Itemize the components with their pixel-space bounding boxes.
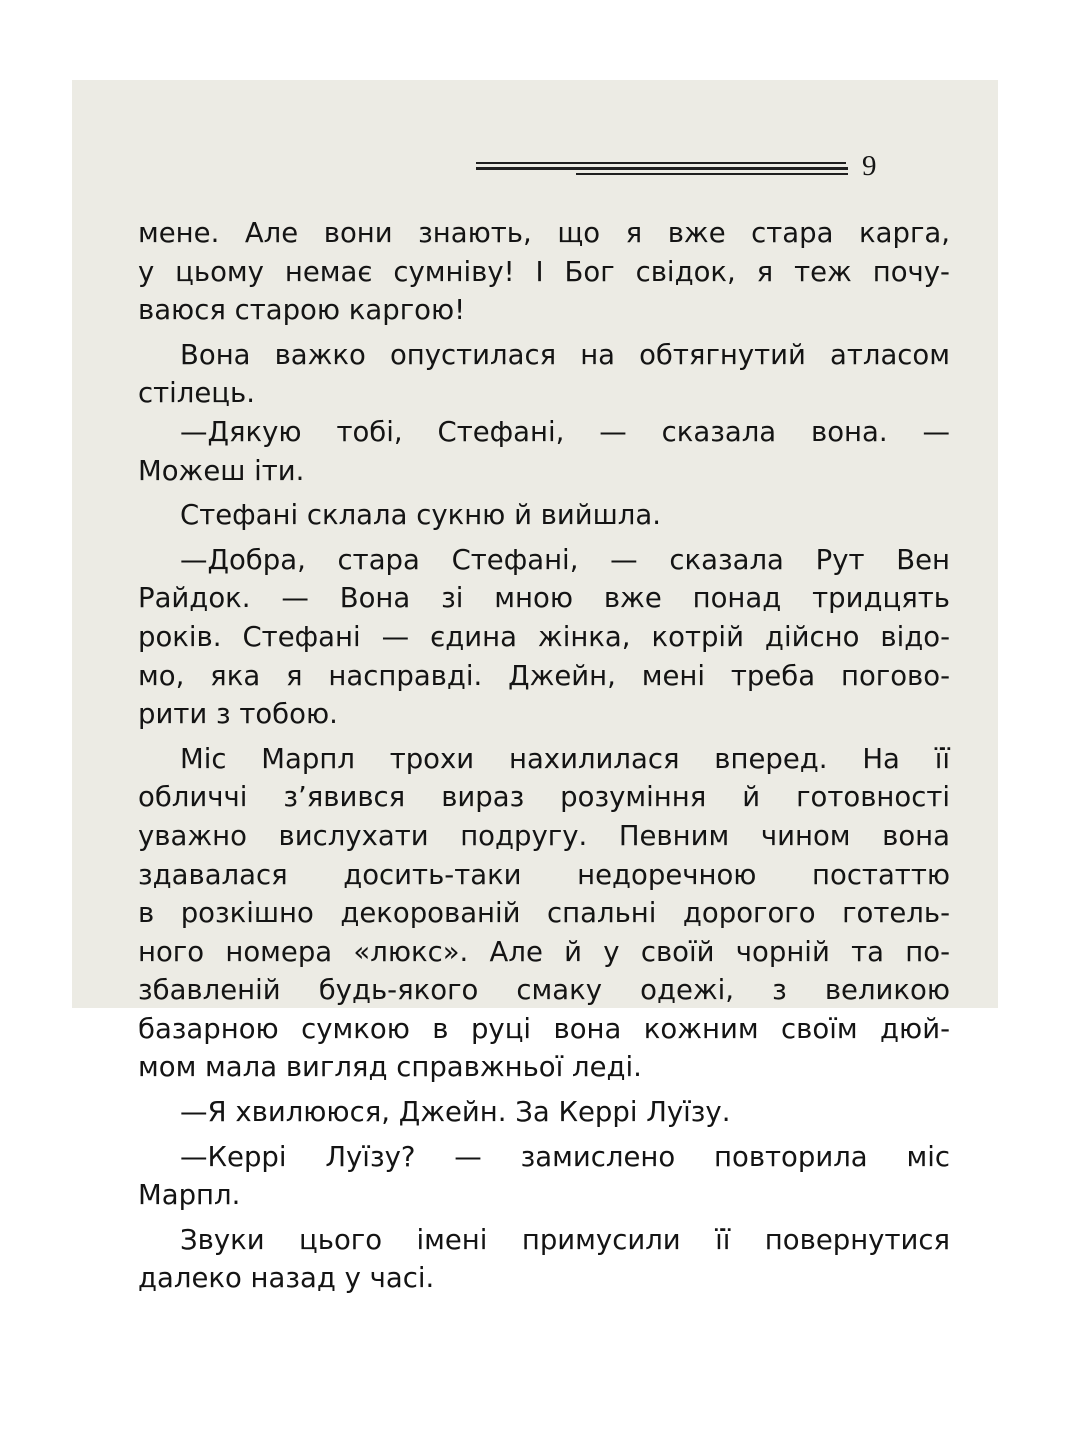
text-line: в розкішно декорованій спальні дорогого готель- [138, 897, 950, 930]
text-line: мом мала вигляд справжньої леді. [138, 1051, 642, 1084]
text-line: Міс Марпл трохи нахилилася вперед. На її [180, 742, 950, 775]
text-line: Вона важко опустилася на обтягнутий атласом [180, 338, 950, 371]
text-line: —Дякую тобі, Стефані, — сказала вона. — [180, 415, 950, 448]
text-line: у цьому немає сумніву! І Бог свідок, я теж почу- [138, 255, 950, 288]
text-line: далеко назад у часі. [138, 1262, 435, 1295]
text-line: базарною сумкою в руці вона кожним своїм дюй- [138, 1012, 950, 1045]
text-line: здавалася досить-таки недоречною постаттю [138, 858, 950, 891]
text-line: Марпл. [138, 1179, 241, 1212]
text-line: уважно вислухати подругу. Певним чином вона [138, 819, 950, 852]
book-page [72, 80, 998, 1295]
text-line: —Керрі Луїзу? — замислено повторила міс [180, 1140, 950, 1173]
header-rule-middle [476, 167, 848, 170]
text-line: років. Стефані — єдина жінка, котрій дійсно відо- [138, 620, 950, 653]
text-line: мене. Але вони знають, що я вже стара карга, [138, 217, 950, 249]
text-line: рити з тобою. [138, 698, 338, 731]
page-number: 9 [862, 150, 877, 182]
text-line: Райдок. — Вона зі мною вже понад тридцять [138, 582, 950, 615]
text-line: Можеш іти. [138, 454, 305, 487]
text-line: збавленій будь-якого смаку одежі, з великою [138, 974, 950, 1007]
text-line: обличчі з’явився вираз розуміння й готовності [138, 781, 950, 814]
text-line: стілець. [138, 377, 255, 410]
text-line: —Я хвилююся, Джейн. За Керрі Луїзу. [180, 1096, 731, 1129]
text-line: Звуки цього імені примусили її повернутися [180, 1223, 950, 1256]
text-line: Стефані склала сукню й вийшла. [180, 499, 661, 532]
header-rule-bottom [576, 173, 848, 175]
text-line: мо, яка я насправді. Джейн, мені треба погово- [138, 659, 950, 692]
header-rule-top [476, 162, 846, 164]
running-header [476, 150, 956, 184]
text-line: ваюся старою каргою! [138, 294, 466, 327]
text-line: —Добра, стара Стефані, — сказала Рут Вен [180, 543, 950, 576]
text-line: ного номера «люкс». Але й у своїй чорній та по- [138, 935, 950, 968]
body-text [138, 214, 950, 1298]
